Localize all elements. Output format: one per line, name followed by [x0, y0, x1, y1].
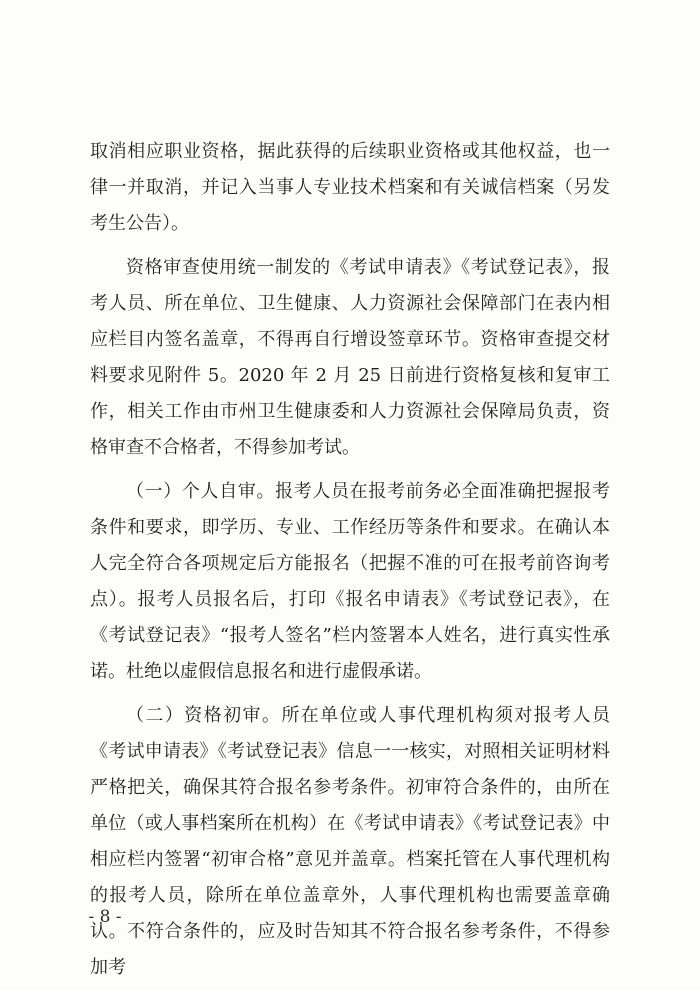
- page-number: - 8 -: [88, 907, 122, 927]
- body-text: [90, 134, 610, 994]
- paragraph-continuation: 取消相应职业资格，据此获得的后续职业资格或其他权益，也一律一并取消，并记入当事人专业技术档案和有关诚信档案（另发考生公告）。: [90, 141, 610, 234]
- paragraph-self-review: （一）个人自审。报考人员在报考前务必全面准确把握报考条件和要求，即学历、专业、工作经历等条件和要求。在确认本人完全符合各项规定后方能报名（把握不准的可在报考前咨询考点）。报考人员报名后，打印《报名申请表》《考试登记表》，在《考试登记表》“报考人签名”栏内签署本人姓名，进行真实性承诺。杜绝以虚假信息报名和进行虚假承诺。: [90, 481, 610, 682]
- paragraph-qualification-review: 资格审查使用统一制发的《考试申请表》《考试登记表》，报考人员、所在单位、卫生健康、人力资源社会保障部门在表内相应栏目内签名盖章，不得再自行增设签章环节。资格审查提交材料要求见附件 5。2020 年 2 月 25 日前进行资格复核和复审工作，相关工作由市州卫生健康委和人力资源社会保障局负责，资格审查不合格者，不得参加考试。: [90, 257, 610, 458]
- paragraph-preliminary-review: （二）资格初审。所在单位或人事代理机构须对报考人员《考试申请表》《考试登记表》信息一一核实，对照相关证明材料严格把关，确保其符合报名参考条件。初审符合条件的，由所在单位（或人事档案所在机构）在《考试申请表》《考试登记表》中相应栏内签署“初审合格”意见并盖章。档案托管在人事代理机构的报考人员，除所在单位盖章外，人事代理机构也需要盖章确认。不符合条件的，应及时告知其不符合报名参考条件，不得参加考: [90, 705, 610, 978]
